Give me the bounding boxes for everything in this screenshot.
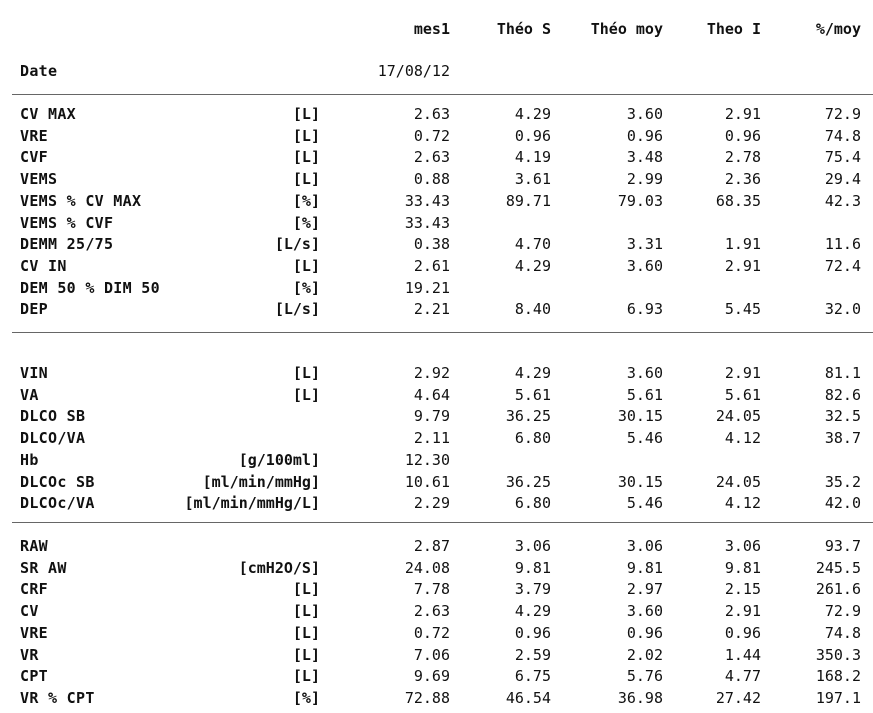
cell-theo-s: 2.59 — [514, 645, 551, 664]
cell-pct-moy: 93.7 — [824, 537, 861, 555]
row-unit: [g/100ml] — [238, 450, 320, 469]
cell-theo-i: 4.12 — [724, 494, 761, 513]
row-label: DEM 50 % DIM 50 — [20, 278, 160, 297]
table-row — [0, 687, 873, 709]
row-unit: [L] — [292, 602, 320, 621]
cell-theo-moy: 5.61 — [626, 385, 663, 404]
row-label: DEMM 25/75 — [20, 235, 114, 254]
cell-theo-s: 3.61 — [514, 170, 551, 189]
cell-mes1: 33.43 — [404, 191, 450, 210]
cell-theo-moy: 3.60 — [626, 364, 663, 382]
cell-mes1: 2.29 — [413, 494, 450, 513]
cell-pct-moy: 74.8 — [824, 126, 861, 145]
cell-pct-moy: 82.6 — [824, 385, 861, 404]
cell-pct-moy: 32.0 — [824, 300, 861, 319]
cell-theo-i: 3.06 — [724, 537, 761, 555]
row-label: DLCOc SB — [20, 472, 95, 491]
cell-theo-s: 4.29 — [514, 256, 551, 275]
cell-theo-moy: 3.06 — [626, 537, 663, 555]
cell-theo-s: 0.96 — [514, 126, 551, 145]
table-row — [0, 600, 873, 622]
cell-theo-moy: 36.98 — [617, 688, 663, 707]
row-label: SR AW — [20, 558, 67, 577]
cell-theo-i: 2.91 — [724, 256, 761, 275]
section-divider — [12, 522, 873, 523]
cell-theo-s: 6.75 — [514, 667, 551, 686]
cell-theo-i: 9.81 — [724, 558, 761, 577]
cell-mes1: 2.92 — [413, 364, 450, 382]
cell-theo-moy: 3.60 — [626, 602, 663, 621]
cell-pct-moy: 350.3 — [815, 645, 861, 664]
cell-mes1: 7.78 — [413, 580, 450, 599]
table-row — [0, 471, 873, 493]
cell-pct-moy: 11.6 — [824, 235, 861, 254]
cell-mes1: 33.43 — [404, 213, 450, 232]
row-label: RAW — [20, 537, 48, 555]
table-row — [0, 492, 873, 514]
row-unit: [L] — [292, 580, 320, 599]
row-label: VEMS — [20, 170, 58, 189]
cell-mes1: 24.08 — [404, 558, 450, 577]
row-unit: [L/s] — [274, 300, 320, 319]
cell-mes1: 7.06 — [413, 645, 450, 664]
cell-pct-moy: 72.9 — [824, 602, 861, 621]
cell-pct-moy: 168.2 — [815, 667, 861, 686]
cell-theo-moy: 30.15 — [617, 407, 663, 426]
cell-theo-s: 8.40 — [514, 300, 551, 319]
cell-pct-moy: 75.4 — [824, 148, 861, 167]
cell-theo-s: 46.54 — [505, 688, 551, 707]
cell-theo-i: 2.91 — [724, 602, 761, 621]
cell-pct-moy: 29.4 — [824, 170, 861, 189]
row-label: DEP — [20, 300, 48, 319]
row-label: VR % CPT — [20, 688, 95, 707]
table-row — [0, 557, 873, 579]
cell-theo-s: 3.79 — [514, 580, 551, 599]
cell-mes1: 19.21 — [404, 278, 450, 297]
row-label: CRF — [20, 580, 48, 599]
row-label: DLCOc/VA — [20, 494, 95, 513]
row-unit: [L] — [292, 385, 320, 404]
date-label: Date — [20, 62, 58, 80]
table-row — [0, 146, 873, 168]
cell-theo-i: 0.96 — [724, 126, 761, 145]
cell-mes1: 2.63 — [413, 105, 450, 123]
row-label: VRE — [20, 623, 48, 642]
cell-pct-moy: 42.3 — [824, 191, 861, 210]
table-row — [0, 125, 873, 147]
table-row — [0, 384, 873, 406]
cell-mes1: 2.61 — [413, 256, 450, 275]
cell-theo-moy: 5.46 — [626, 494, 663, 513]
cell-theo-s: 3.06 — [514, 537, 551, 555]
section-divider — [12, 332, 873, 333]
row-label: CV MAX — [20, 105, 76, 123]
header-pct-moy: %/moy — [815, 20, 861, 38]
row-unit: [cmH2O/S] — [238, 558, 320, 577]
cell-theo-i: 2.36 — [724, 170, 761, 189]
cell-pct-moy: 81.1 — [824, 364, 861, 382]
row-unit: [ml/min/mmHg] — [202, 472, 320, 491]
row-unit: [L] — [292, 105, 320, 123]
row-unit: [L] — [292, 364, 320, 382]
column-header-row — [0, 18, 873, 40]
cell-theo-s: 4.19 — [514, 148, 551, 167]
row-unit: [L] — [292, 256, 320, 275]
cell-theo-moy: 6.93 — [626, 300, 663, 319]
cell-theo-moy: 2.02 — [626, 645, 663, 664]
cell-theo-moy: 5.46 — [626, 429, 663, 448]
cell-theo-moy: 0.96 — [626, 126, 663, 145]
cell-theo-i: 5.45 — [724, 300, 761, 319]
cell-pct-moy: 72.4 — [824, 256, 861, 275]
cell-theo-s: 6.80 — [514, 494, 551, 513]
table-row — [0, 255, 873, 277]
cell-pct-moy: 72.9 — [824, 105, 861, 123]
cell-mes1: 10.61 — [404, 472, 450, 491]
row-label: CVF — [20, 148, 48, 167]
cell-mes1: 2.21 — [413, 300, 450, 319]
cell-pct-moy: 197.1 — [815, 688, 861, 707]
table-row — [0, 427, 873, 449]
cell-mes1: 9.69 — [413, 667, 450, 686]
cell-mes1: 0.38 — [413, 235, 450, 254]
cell-pct-moy: 35.2 — [824, 472, 861, 491]
cell-pct-moy: 32.5 — [824, 407, 861, 426]
cell-mes1: 2.63 — [413, 148, 450, 167]
table-row — [0, 212, 873, 234]
row-unit: [L/s] — [274, 235, 320, 254]
cell-pct-moy: 42.0 — [824, 494, 861, 513]
cell-mes1: 2.87 — [413, 537, 450, 555]
table-row — [0, 665, 873, 687]
cell-theo-moy: 3.60 — [626, 256, 663, 275]
cell-mes1: 72.88 — [404, 688, 450, 707]
cell-theo-s: 4.70 — [514, 235, 551, 254]
cell-theo-i: 24.05 — [715, 472, 761, 491]
cell-mes1: 12.30 — [404, 450, 450, 469]
header-mes1: mes1 — [413, 20, 450, 38]
cell-theo-moy: 3.48 — [626, 148, 663, 167]
cell-pct-moy: 261.6 — [815, 580, 861, 599]
row-label: CPT — [20, 667, 48, 686]
header-theo-moy: Théo moy — [590, 20, 663, 38]
row-unit: [L] — [292, 148, 320, 167]
cell-theo-moy: 2.99 — [626, 170, 663, 189]
cell-theo-s: 89.71 — [505, 191, 551, 210]
section-divider — [12, 94, 873, 95]
cell-mes1: 9.79 — [413, 407, 450, 426]
table-row — [0, 298, 873, 320]
cell-theo-moy: 2.97 — [626, 580, 663, 599]
table-row — [0, 449, 873, 471]
row-label: CV IN — [20, 256, 67, 275]
row-label: DLCO/VA — [20, 429, 86, 448]
cell-mes1: 0.72 — [413, 623, 450, 642]
cell-theo-s: 4.29 — [514, 602, 551, 621]
row-label: VA — [20, 385, 39, 404]
table-row — [0, 168, 873, 190]
row-label: VIN — [20, 364, 48, 382]
cell-theo-s: 4.29 — [514, 105, 551, 123]
cell-theo-moy: 5.76 — [626, 667, 663, 686]
cell-theo-i: 1.44 — [724, 645, 761, 664]
cell-theo-moy: 3.31 — [626, 235, 663, 254]
cell-mes1: 2.63 — [413, 602, 450, 621]
row-label: VRE — [20, 126, 48, 145]
row-unit: [L] — [292, 645, 320, 664]
table-row — [0, 535, 873, 557]
cell-theo-i: 5.61 — [724, 385, 761, 404]
table-row — [0, 405, 873, 427]
row-unit: [ml/min/mmHg/L] — [184, 494, 320, 513]
cell-theo-moy: 79.03 — [617, 191, 663, 210]
cell-theo-i: 2.15 — [724, 580, 761, 599]
cell-theo-s: 0.96 — [514, 623, 551, 642]
table-row — [0, 103, 873, 125]
row-unit: [%] — [292, 278, 320, 297]
cell-theo-moy: 30.15 — [617, 472, 663, 491]
cell-mes1: 0.72 — [413, 126, 450, 145]
cell-pct-moy: 38.7 — [824, 429, 861, 448]
row-label: VEMS % CV MAX — [20, 191, 142, 210]
cell-theo-s: 6.80 — [514, 429, 551, 448]
cell-mes1: 2.11 — [413, 429, 450, 448]
cell-theo-s: 36.25 — [505, 472, 551, 491]
row-unit: [%] — [292, 191, 320, 210]
cell-theo-s: 9.81 — [514, 558, 551, 577]
table-row — [0, 362, 873, 384]
cell-theo-s: 4.29 — [514, 364, 551, 382]
table-row — [0, 277, 873, 299]
cell-theo-i: 24.05 — [715, 407, 761, 426]
row-label: VR — [20, 645, 39, 664]
cell-theo-s: 5.61 — [514, 385, 551, 404]
header-theo-i: Theo I — [706, 20, 761, 38]
table-row — [0, 190, 873, 212]
cell-theo-i: 27.42 — [715, 688, 761, 707]
row-label: VEMS % CVF — [20, 213, 114, 232]
row-label: CV — [20, 602, 39, 621]
cell-pct-moy: 74.8 — [824, 623, 861, 642]
cell-pct-moy: 245.5 — [815, 558, 861, 577]
date-value: 17/08/12 — [377, 62, 450, 80]
cell-theo-i: 4.77 — [724, 667, 761, 686]
cell-theo-i: 2.91 — [724, 364, 761, 382]
row-unit: [L] — [292, 170, 320, 189]
table-row — [0, 644, 873, 666]
cell-theo-moy: 0.96 — [626, 623, 663, 642]
header-theo-s: Théo S — [496, 20, 551, 38]
row-unit: [%] — [292, 688, 320, 707]
cell-theo-moy: 3.60 — [626, 105, 663, 123]
row-unit: [%] — [292, 213, 320, 232]
table-row — [0, 233, 873, 255]
cell-theo-i: 68.35 — [715, 191, 761, 210]
cell-theo-moy: 9.81 — [626, 558, 663, 577]
cell-theo-i: 2.91 — [724, 105, 761, 123]
cell-mes1: 4.64 — [413, 385, 450, 404]
cell-mes1: 0.88 — [413, 170, 450, 189]
cell-theo-i: 1.91 — [724, 235, 761, 254]
row-label: Hb — [20, 450, 39, 469]
cell-theo-s: 36.25 — [505, 407, 551, 426]
row-unit: [L] — [292, 126, 320, 145]
row-label: DLCO SB — [20, 407, 86, 426]
row-unit: [L] — [292, 623, 320, 642]
cell-theo-i: 0.96 — [724, 623, 761, 642]
row-unit: [L] — [292, 667, 320, 686]
cell-theo-i: 2.78 — [724, 148, 761, 167]
cell-theo-i: 4.12 — [724, 429, 761, 448]
date-row — [0, 60, 873, 82]
table-row — [0, 622, 873, 644]
table-row — [0, 578, 873, 600]
